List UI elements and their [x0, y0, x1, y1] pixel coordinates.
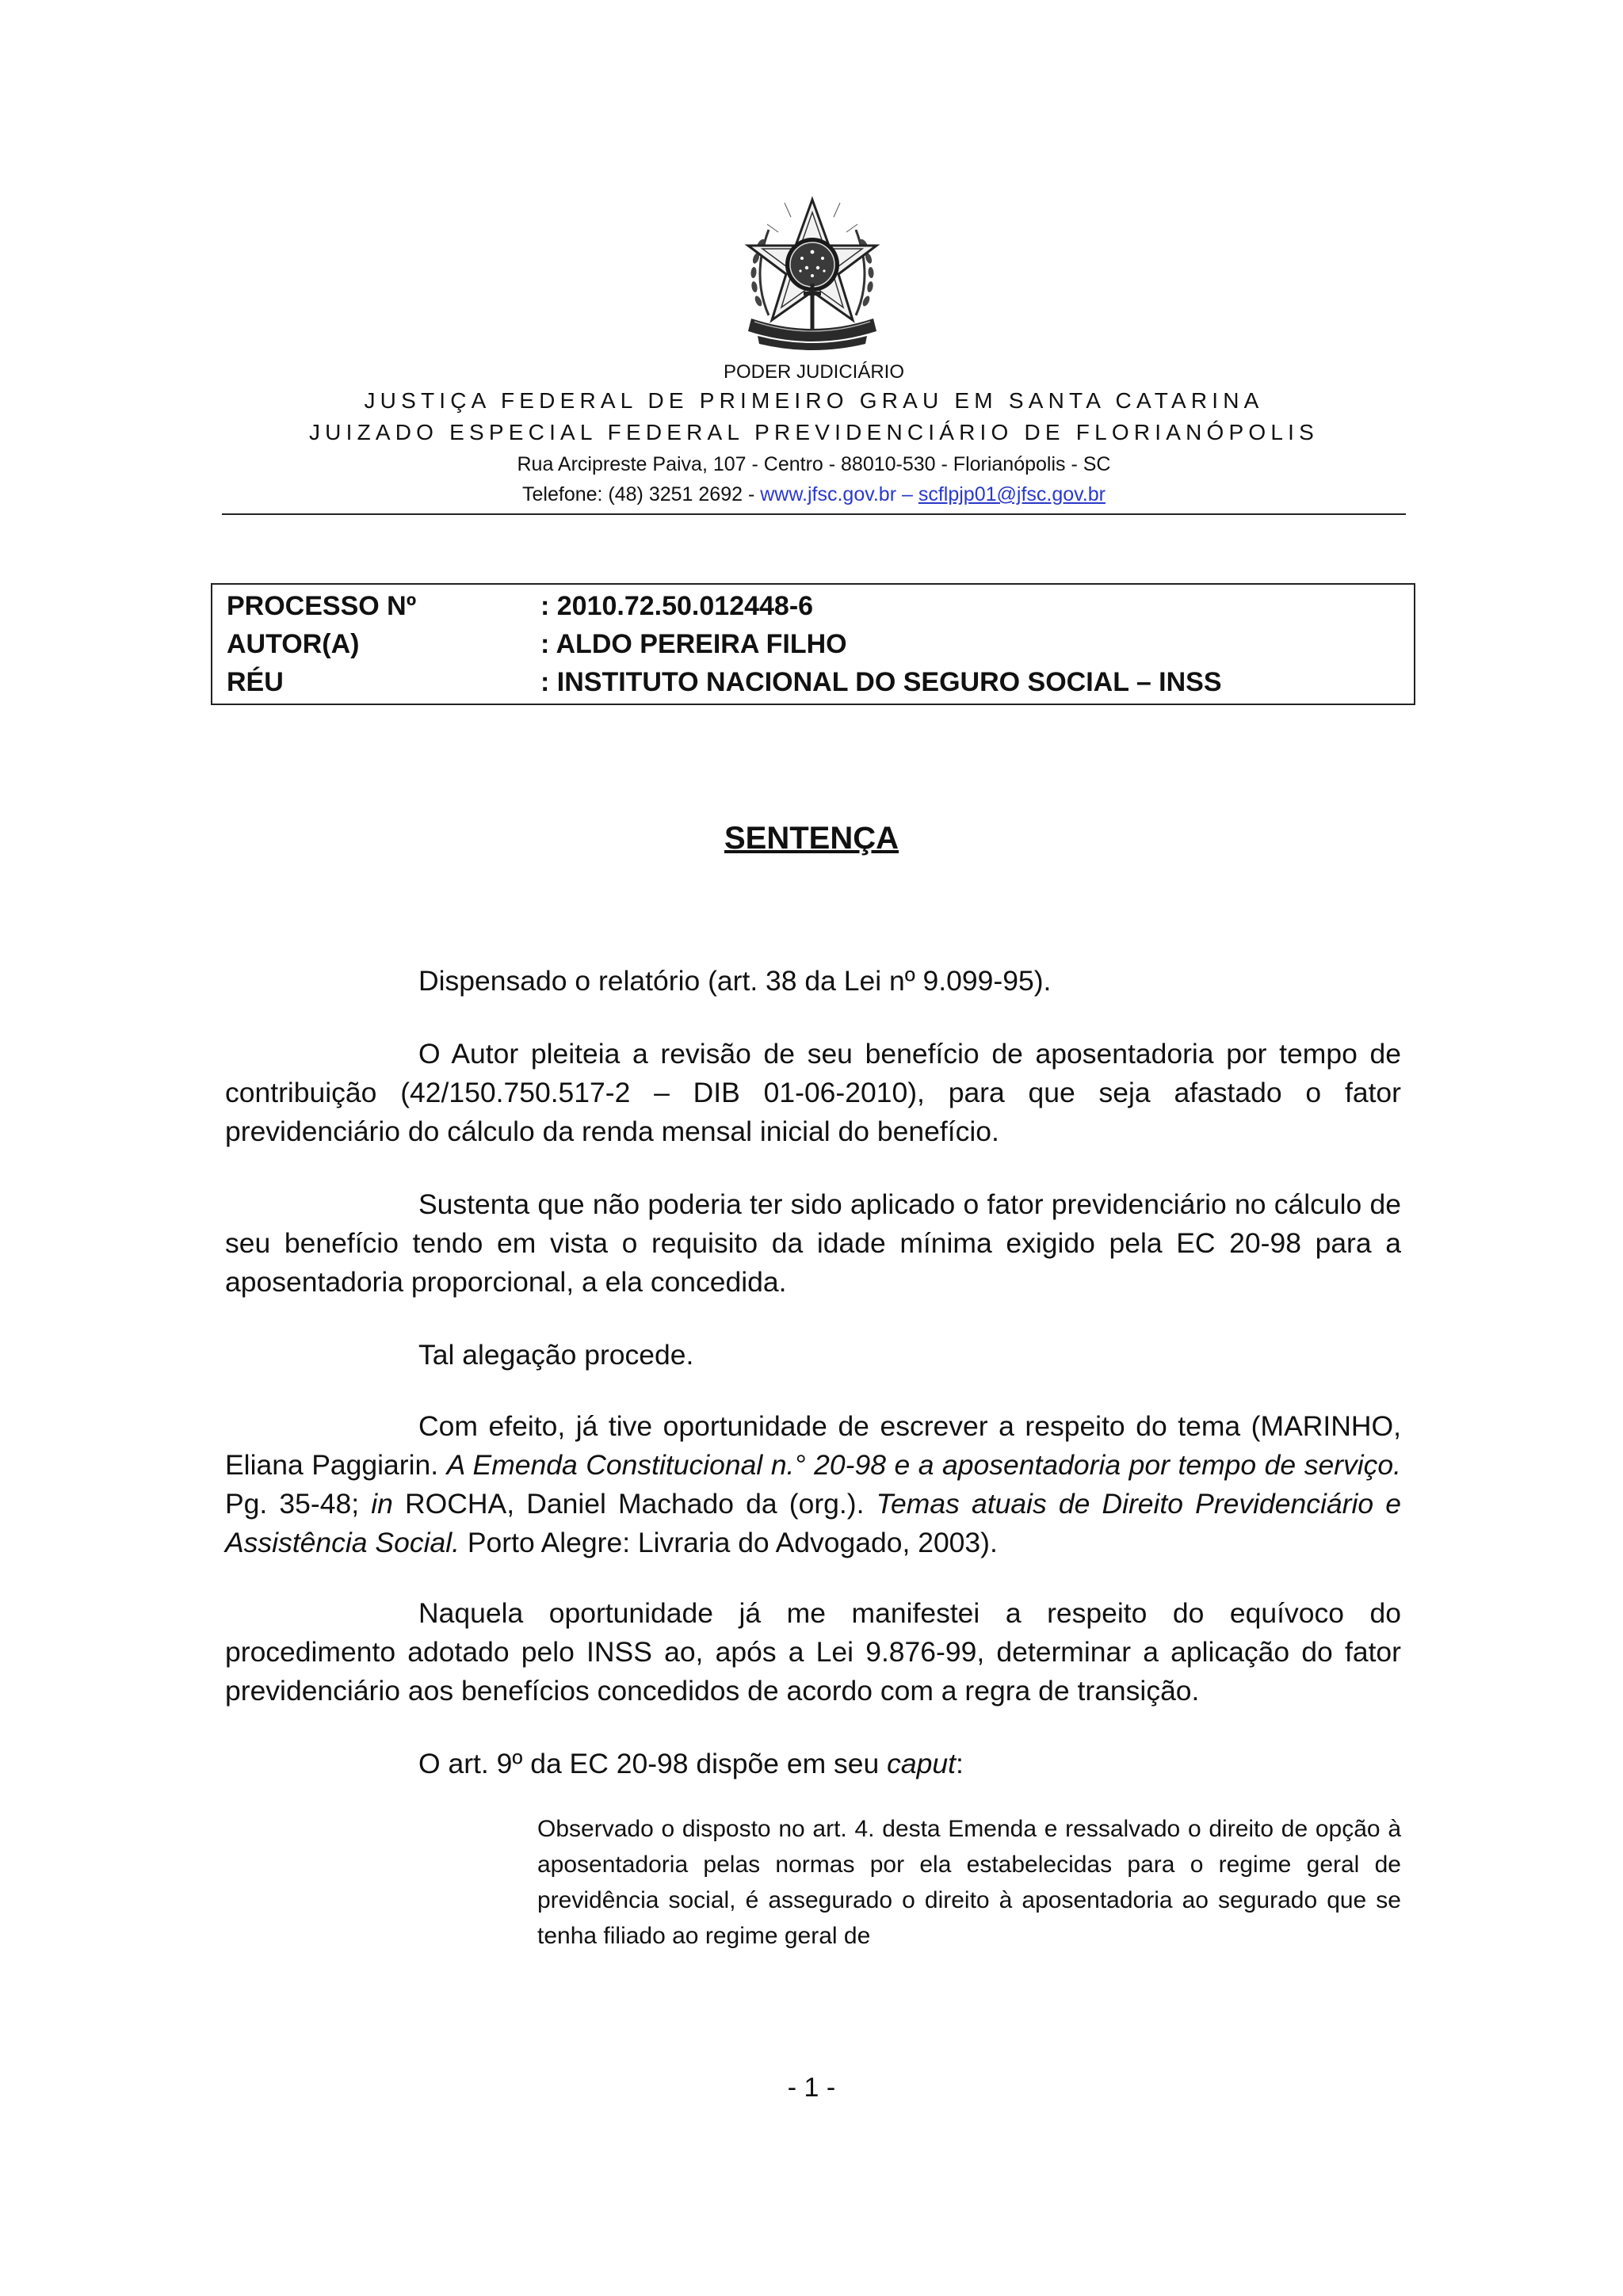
case-info-box: [211, 583, 1415, 705]
case-row-defendant: [227, 667, 1400, 705]
author-value: : ALDO PEREIRA FILHO: [540, 629, 847, 659]
author-label: AUTOR(A): [227, 629, 360, 659]
header-contact: [222, 483, 1406, 506]
paragraph-5: [225, 1407, 1401, 1562]
header-address: Rua Arcipreste Paiva, 107 - Centro - 88010-530 - Florianópolis - SC: [517, 453, 1111, 475]
document-title: SENTENÇA: [724, 821, 899, 856]
p7-text-c: :: [956, 1748, 964, 1779]
header-court-division: JUIZADO ESPECIAL FEDERAL PREVIDENCIÁRIO DE FLORIANÓPOLIS: [308, 420, 1319, 444]
paragraph-2: O Autor pleiteia a revisão de seu benefício de aposentadoria por tempo de contribuição (42/150.750.517-2 – DIB 01-06-2010), para que seja afastado o fator previdenciário do cálculo da renda mensal inicial do benefício.: [225, 1038, 1401, 1147]
paragraph-3: Sustenta que não poderia ter sido aplicado o fator previdenciário no cálculo de seu benefício tendo em vista o requisito da idade mínima exigido pela EC 20-98 para a aposentadoria proporcional, a ela concedida.: [225, 1188, 1401, 1298]
p5-in: in: [371, 1488, 393, 1520]
process-value: : 2010.72.50.012448-6: [540, 591, 814, 621]
page-number: - 1 -: [787, 2073, 836, 2103]
p5-text-e: ROCHA, Daniel Machado da (org.).: [392, 1488, 876, 1520]
case-row-process: [227, 591, 1400, 629]
paragraph-6: Naquela oportunidade já me manifestei a respeito do equívoco do procedimento adotado pelo INSS ao, após a Lei 9.876-99, determinar a aplicação do fator previdenciário aos benefícios concedidos de acordo com a regra de transição.: [225, 1597, 1401, 1707]
p5-text-a: Com efeito, já tive oportunidade de escrever a respeito do tema (MARINHO, Eliana Paggiarin.: [225, 1410, 1401, 1481]
paragraph-7: [225, 1745, 1401, 1783]
paragraph-4: Tal alegação procede.: [418, 1339, 694, 1371]
header-court-name: JUSTIÇA FEDERAL DE PRIMEIRO GRAU EM SANTA CATARINA: [364, 388, 1264, 413]
header-separator: –: [896, 483, 918, 505]
case-row-author: [227, 629, 1400, 667]
process-label: PROCESSO Nº: [227, 591, 417, 621]
p7-text-a: O art. 9º da EC 20-98 dispõe em seu: [418, 1748, 888, 1779]
defendant-value: : INSTITUTO NACIONAL DO SEGURO SOCIAL – INSS: [540, 667, 1222, 697]
p5-citation-title: A Emenda Constitucional n.° 20-98 e a aposentadoria por tempo de serviço.: [446, 1449, 1401, 1481]
p7-caput: caput: [887, 1748, 956, 1779]
defendant-label: RÉU: [227, 667, 284, 697]
email-link[interactable]: scflpjp01@jfsc.gov.br: [918, 483, 1106, 505]
p5-book-title: Temas atuais de Direito Previdenciário e Assistência Social.: [225, 1488, 1401, 1558]
p5-text-c: Pg. 35-48;: [225, 1488, 372, 1520]
coat-of-arms-seal: [737, 189, 888, 355]
header-phone: Telefone: (48) 3251 2692 -: [522, 483, 761, 505]
p5-text-g: Porto Alegre: Livraria do Advogado, 2003).: [459, 1527, 998, 1558]
paragraph-1: Dispensado o relatório (art. 38 da Lei nº 9.099-95).: [418, 965, 1052, 997]
legal-quote: Observado o disposto no art. 4. desta Emenda e ressalvado o direito de opção à aposentadoria pelas normas por ela estabelecidas para o regime geral de previdência social, é assegurado o direito à aposentadoria ao segurado que se tenha filiado ao regime geral de: [537, 1816, 1401, 1949]
header-divider: [222, 513, 1406, 515]
header-judiciary: PODER JUDICIÁRIO: [723, 361, 905, 383]
website-link[interactable]: www.jfsc.gov.br: [760, 483, 897, 505]
